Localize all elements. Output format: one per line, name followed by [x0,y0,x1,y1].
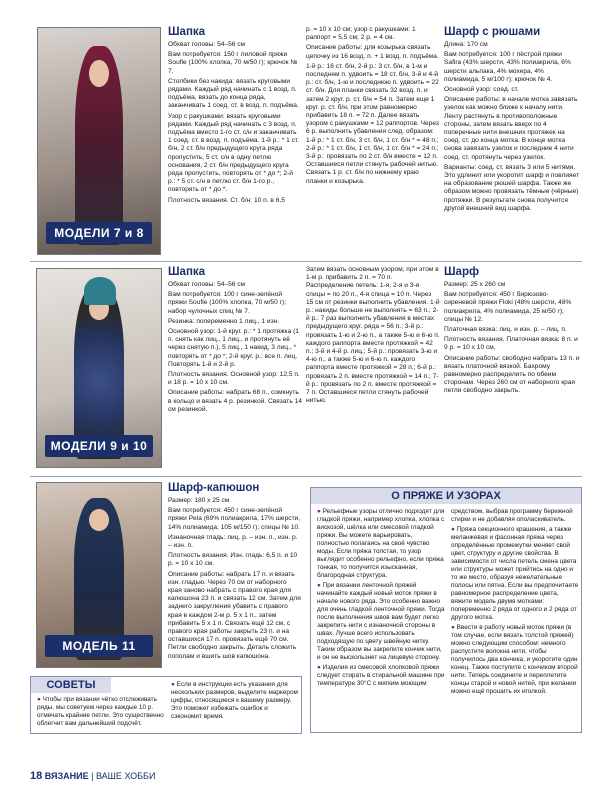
section-hat-1-continued [306,26,440,188]
paragraph: Вам потребуется: 450 г сине-зелёной пряжи Pela (69% полиакрила, 17% шерсти, 14% полиамида, 105 м/150 г); спицы № 10. [168,507,301,531]
model-label-11: МОДЕЛЬ 11 [45,635,153,657]
paragraph: Основной узор: 1-й круг. р.: * 1 протяжка (1 п. снять как лиц., 1 лиц., и протянуть её через снятую п.), 5 лиц., 1 накид, 3 лиц., * повторять от * до *; 2-й круг. р.: все п. лиц. Повторять 1-й и 2-й р. [168,328,299,368]
paragraph: р. = 10 х 10 см; узор с ракушками: 1 раппорт = 5,5 см; 2 р. = 4 см. [306,26,416,42]
model-11-photo [36,482,162,668]
section-title: Шарф с рюшами [444,26,541,38]
tips-right-column [171,681,299,721]
paragraph: Размер: 25 х 260 см [444,281,506,288]
bullet-icon: ● [171,681,177,688]
section-scarf [444,266,580,398]
yarn-tip-text: Изделия из смесовой хлопковой пряжи следует стирать в стиральной машине при температуре 30°С с мягким моющим [317,664,445,687]
page-footer [30,770,155,782]
tips-box [30,676,302,734]
bullet-icon: ● [317,582,323,589]
magazine-brand: ВЯЗАНИЕ [44,771,89,781]
tips-left-column [37,696,165,728]
bullet-icon: ● [317,508,323,515]
yarn-tip-text: При вязании ленточной пряжей начинайте каждый новый моток пряжи в начале нового ряда. Это особенно важно для очень гладкой ленточной пряжи. Тогда после выполнения швов вам будет легко закрепить нити с изнаночной стороны в швах. Лучше всего использовать подходящую по цвету швейную нитку. Таким образом вы закрепите кончик нити, и он не выскользнет на лицевую сторону. [317,582,445,661]
yarn-tip [317,508,445,580]
yarn-tip-text: Ввести в работу новый моток пряжи (в том случае, если вязать толстой пряжей) можно следующим способом: немного распустите волокна нити, чтобы получилось два кончика, и укоротите один конец. Также поступите с кончиком второй нити. Теперь соедините и переплетите концы старой и новой нитей, при желании можно ещё прошить их иголкой. [451,624,578,695]
paragraph: Обхват головы: 54–56 см [168,281,246,288]
paragraph: Вам потребуется: 150 г лиловой пряжи Soufle (100% хлопка, 70 м/50 г); крючок № 7. [168,51,298,75]
paragraph: Столбики без накида: вязать круговыми рядами. Каждый ряд начинать с 1 возд. п. подъёма, вязать до конца ряда, заканчивать 1 соед. ст. в возд. п. подъёма. [168,77,299,110]
paragraph: Описание работы: свободно набрать 13 п. и вязать платочной вязкой. Бахрому равномерно распределить по обеим сторонам. Через 260 см от наборного края петли свободно закрыть. [444,354,580,395]
yarn-left-column [317,508,445,690]
yarn-tip-text: Рельефные узоры отлично подходят для гладкой пряжи, например хлопка, хлопка с вискозой, шёлка или смесовой гладкой пряжи. Вы можете варьировать, полностью полагаясь на своё чувство моды. Если пряжа толстая, то узор выглядит особенно рельефно, если пряжа тонкая, то получится изысканная, благородная структура. [317,508,445,579]
yarn-tip [451,624,579,696]
paragraph: Основной узор: соед. ст. [444,86,519,94]
model-label-7-8: МОДЕЛИ 7 и 8 [46,222,152,244]
paragraph: 1-й р.: 16 ст. б/н, 2-й р.: 3 ст. б/н, в 1-м и последнем п. удвоить = 18 ст. б/н, 3-й и 4-й р.: ст. б/н, 1-ю и последнюю п. удвоить = 22 ст. б/н. Для планки связать 32 возд. п. и затем 2 круг. р. ст. б/н = 54 п. Затем еще 1 круг. р. ст. б/н, при этом равномерно прибавить 18 п. = 72 п. Далее вязать узором с ракушками = 12 раппортов. Через 6 р. выполнить убавления след. образом: 1-й р.: * 1 ст. б/н, 3 ст. б/н, 1 ст. б/н * = 48 п.; 2-й р.: * 1 ст. б/н, 1 ст. б/н, 1 ст. б/н * = 24 п.; 3-й р.: провязать по 2 ст. б/н вместе = 12 п. Оставшиеся петли стянуть рабочей нитью. Связать 1 р. ст. б/н по нижнему краю планки и козырька. [306,62,439,185]
bullet-icon: ● [451,526,457,533]
paragraph: Вам потребуется: 100 г пёстрой пряжи Safira (43% шерсти, 43% полиакрила, 6% шерсти альпака, 4% мохера, 4% полиамида, 5 м/100 г); крючок № 4. [444,51,571,83]
section-hat-2-continued [306,266,440,407]
paragraph: Плотность вязания. Платочная вязка: 8 п. и 9 р. = 10 х 10 см. [444,336,578,352]
paragraph: Изнаночная гладь: лиц. р. – изн. п., изн. р. – изн. п. [168,533,298,550]
section-hat-1 [168,26,302,207]
section-divider [30,261,582,262]
bullet-icon: ● [451,624,457,631]
paragraph: Описание работы: в начале мотка завязать узелок как можно ближе к началу нити. Ленту растянуть в противоположные стороны, затем вязать вверх по 4 поперечные нити внешних протяжек на соед. ст. до конца мотка. В конце мотка снова завязать узелок и последние 4 нити соед. ст. протянуть через узелок. [444,96,578,161]
section-title: Шапка [168,266,206,278]
paragraph: Варианты: соед. ст. вязать 3 или 5 нитями. Это удлинит или укоротит шарф и повлияет на образование рюшей шарфа. Также же образом можно провязать тёмные (чёрные) протяжки. В результате снова получится другой внешний вид шарфа. [444,163,580,212]
paragraph: Описание работы: для козырька связать цепочку из 16 возд. п. + 1 возд. п. подъёма. [306,44,439,60]
yarn-tip [317,582,445,662]
yarn-right-column [451,508,579,698]
bullet-icon: ● [317,664,323,671]
paragraph: Затем вязать основным узором, при этом в 1-м р. прибавить 2 п. = 70 п. Распределение петель: 1-я, 2-я и 3-я спицы = по 20 п., 4-я спица = 10 п. Через 15 см от резинки выполнить убавления. 1-й р.: накиды больше не выполнять = 63 п.; 2-й р.: 7 раз выполнить убавления в местах предыдущего круг. ряда = 56 п.; 3-й р.: провязать 1-ю и 2-ю п., а также 5-ю и 6-ю п. каждого раппорта вместе протяжкой = 42 п.; 3-й и 4-й р. лиц.; 5-й р.: провязать 3-ю и 4-ю п., а также 5-ю и 6-ю п. каждого раппорта вместе протяжкой = 28 п.; 6-й р.: провязать 2 п. вместе протяжкой = 14 п.; 7-й р.: провязать по 2 п. вместе протяжкой = 7 п. Оставшиеся петли стянуть рабочей нитью. [306,266,440,405]
hat-shape [84,277,116,305]
paragraph: Резинка: попеременно 1 лиц., 1 изн. [168,317,280,325]
yarn-tip [317,664,445,688]
paragraph: Платочная вязка: лиц. и изн. р. – лиц. п. [444,326,567,334]
paragraph: Узор с ракушками: вязать круговыми рядами. Каждый ряд начинать с 3 возд. п. подъёма вместо 1-го ст. с/н и заканчивать 1 соед. ст. в возд. п. подъёма. 1-й р.: * 1 ст. б/н, 2 ст. б/н предыдущего круга ряда пропустить, 5 ст. с/н в одну петлю основания, 2 ст. б/н предыдущего круга ряда пропустить, повторять от * до *; 2-й р.: * 5 ст. с/н в петлю ст. б/н 1-го р., повторять от * до *. [168,112,300,194]
section-title: Шарф [444,266,480,278]
model-7-8-photo [37,27,161,255]
section-divider [30,476,582,477]
tips-title: СОВЕТЫ [31,677,111,693]
section-hood-scarf [168,482,302,663]
paragraph: Обхват головы: 54–56 см [168,41,246,48]
paragraph: Длина: 170 см [444,41,488,48]
model-face [89,509,109,531]
model-label-9-10: МОДЕЛИ 9 и 10 [45,435,153,457]
paragraph: Описание работы: набрать 17 п. и вязать изн. гладью. Через 70 см от наборного края заново набрать с правого края для капюшона 23 п. и связать 12 см. Затем для заднего закругления убавить с правого края в каждом 2-м р. 5 х 1 п., затем прибавить 5 х 1 п. Связать ещё 12 см, с правого края работы закрыть 23 п. и на оставшихся 17 п. провязать ещё 70 см. Петли свободно закрыть. Деталь сложить пополам и вшить шов капюшона. [168,570,301,660]
section-hat-2 [168,266,302,416]
page-number: 18 [30,770,43,782]
yarn-tip-text: средством, выбрав программу бережной стирки и не добавляя ополаскиватель. [451,508,573,523]
yarn-tip-text: Пряжа секционного крашения, а также меланжевая и фасонная пряжа через определённые промежутки меняет свой цвет, структуру и другие свойства. В зависимости от числа петель смена цвета или структуры может прийтись на одно и то же место, образуя нежелательные полосы или пятна. Если вы предпочитаете равномерное распределение цвета, вяжите модель двумя мотками: попеременно 2 ряда от одного и 2 ряда от другого мотка. [451,526,579,621]
yarn-tip [451,526,579,622]
model-9-10-photo [36,268,162,468]
paragraph: Плотность вязания. Основной узор: 12,5 п. и 18 р. = 10 х 10 см. [168,371,300,387]
paragraph: Плотность вязания. Ст. б/н: 10 п. в 6,5 [168,196,285,204]
section-title: Шарф-капюшон [168,482,260,494]
section-title: Шапка [168,26,206,38]
paragraph: Плотность вязания. Изн. гладь: 6,5 п. и 10 р. = 10 х 10 см. [168,552,298,568]
paragraph: Описание работы: набрать 68 п., сомкнуть в кольцо и вязать 4 р. резинкой. Связать 14 см резинкой. [168,389,302,413]
magazine-tagline: | ВАШЕ ХОББИ [91,771,156,781]
yarn-box-title: О ПРЯЖЕ И УЗОРАХ [311,488,581,504]
paragraph: Размер: 180 х 25 см [168,497,230,504]
yarn-patterns-box [310,487,582,733]
tip-text: Чтобы при вязании чётко отслеживать ряды, мы советуем через каждые 10 р. отмечать крайние петли. Это существенно облегчит вам дальнейший подсчёт. [37,696,164,727]
model-face [89,60,109,87]
paragraph: Вам потребуется: 100 г сине-зелёной пряжи Soufle (100% хлопка, 70 м/50 г); набор чулочных спиц № 7. [168,291,287,315]
section-scarf-ruffles [444,26,580,215]
bullet-icon: ● [37,696,43,703]
paragraph: Вам потребуется: 450 г бирюзово-сиреневой пряжи Floki (48% шерсти, 48% полиакрила, 4% полиамида, 25 м/50 г); спицы № 12. [444,291,572,323]
tip-text: Если в инструкции есть указания для нескольких размеров, выделите маркером цифры, относящиеся к вашему размеру. Это поможет избежать ошибок и сэкономит время. [171,681,298,720]
